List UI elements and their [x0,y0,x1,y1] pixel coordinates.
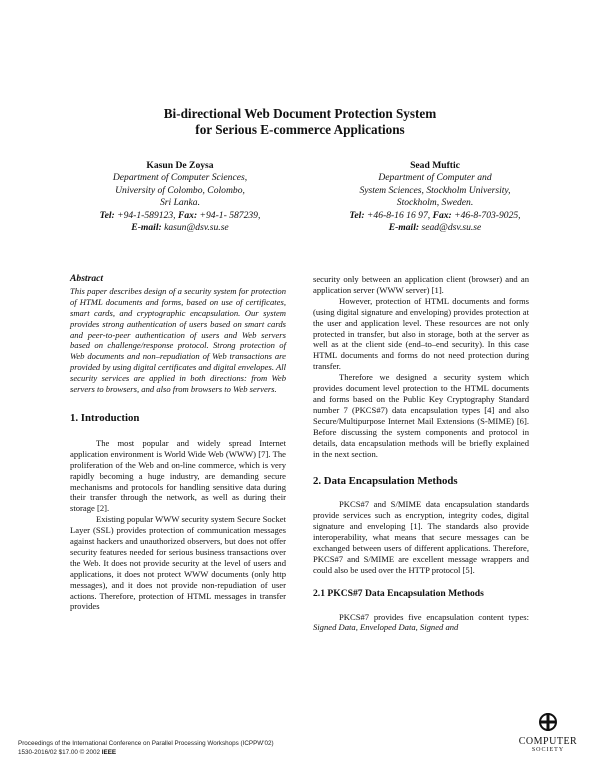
email-value: kasun@dsv.su.se [161,222,229,234]
author-email [305,222,565,234]
author-phone-fax [50,210,310,222]
title-line-1: Bi-directional Web Document Protection System [163,106,437,121]
email-label: E-mail: [388,222,420,234]
paragraph: The most popular and widely spread Internet application environment is World Wide Web (WWW) [7]. The proliferation of the Web and on-line commerce, which is very rapidly becoming a huge industry, are demanding secure mechanisms and protocols for handling sensitive data during their transfer through the network, as well as during their storage [2]. [70,437,286,514]
footer-proceedings: Proceedings of the International Conference on Parallel Processing Workshops (ICPPW'02) [18,740,274,747]
fax-value: +94-1- 587239, [197,209,261,221]
paper-title [0,106,600,138]
right-column [313,274,529,633]
page-footer [18,740,274,758]
paragraph: Therefore we designed a security system which provides document level protection to the HTML documents and forms based on the Public Key Cryptography Standard number 7 (PKCS#7) data encapsulation types [4] and also Secure/Multipurpose Internet Mail Extensions (S-MIME) [6]. Before discussing the system components and protocol in details, data encapsulation methods will be briefly explained in the next section. [313,372,529,459]
author-block-1 [50,160,310,234]
computer-society-emblem-icon [537,712,559,732]
footer-copyright [18,749,274,758]
author-phone-fax [305,210,565,222]
fax-value: +46-8-703-9025, [451,209,521,221]
author-name: Sead Muftic [410,160,460,171]
footer-issn: 1530-2016/02 $17.00 © 2002 [18,748,102,756]
email-value: sead@dsv.su.se [419,222,482,234]
abstract-heading: Abstract [70,273,104,284]
tel-label: Tel: [349,209,365,221]
fax-label: Fax: [177,209,198,221]
author-affiliation-line: System Sciences, Stockholm University, [359,184,511,196]
tel-value: +94-1-589123, [114,209,178,221]
author-block-2 [305,160,565,234]
content-types-italic: Signed Data, Enveloped Data, Signed and [313,622,459,633]
left-column [70,274,286,612]
paragraph [313,612,529,634]
logo-subtitle: SOCIETY [531,747,565,753]
tel-label: Tel: [99,209,115,221]
title-line-2: for Serious E-commerce Applications [195,122,405,137]
author-affiliation-line: University of Colombo, Colombo, [115,184,245,196]
computer-society-logo [514,712,582,762]
subsection-heading-pkcs7: 2.1 PKCS#7 Data Encapsulation Methods [313,587,484,599]
author-affiliation-line: Department of Computer Sciences, [112,172,248,184]
author-affiliation-line: Sri Lanka. [160,197,200,209]
author-name: Kasun De Zoysa [146,160,214,171]
abstract-text: This paper describes design of a security system for protection of HTML documents and forms, based on use of certificates, smart cards, and cryptographic encapsulation. Our system provides strong authentication of users based on smart cards and peer-to-peer authentication of users and Web servers based on challenge/response protocol. Strong protection of Web documents and non–repudiation of Web transactions are provided by using digital certificates and digital envelopes. All security services are applied in both directions: from Web servers to browsers, and also from browsers to Web servers. [70,285,287,395]
paragraph: PKCS#7 and S/MIME data encapsulation standards provide services such as encryption, integrity codes, digital signature and enveloping [1]. The standards also provide interoperability, what means that secure messages can be exchanged between users of different applications. Therefore, PKCS#7 and S/MIME are excellent message wrappers and could also be used over the HTTP protocol [5]. [313,499,529,575]
paragraph: security only between an application client (browser) and an application server (WWW server) [1]. [313,274,529,295]
section-heading-introduction: 1. Introduction [70,411,140,424]
tel-value: +46-8-16 16 97, [364,209,433,221]
paragraph: Existing popular WWW security system Secure Socket Layer (SSL) provides protection of communication messages against hackers and unauthorized observers, but does not offer security features needed for serious business transactions over the Web. It does not provide security at the level of users and applications, it does not protect WWW documents (only http messages), and it does not provide non-repudiation of user actions. Therefore, protection of HTML messages in transfer provides [70,514,286,612]
paragraph: However, protection of HTML documents and forms (using digital signature and enveloping) provides protection at the user and application level. These resources are not only protected in transfer, but also in storage, both at the server as well as at the client side (end–to–end security). In this case HTML documents and forms do not need protection during transfer. [313,295,529,372]
paragraph-text: PKCS#7 provides five encapsulation content types: [339,611,529,622]
author-email [50,222,310,234]
author-affiliation-line: Stockholm, Sweden. [396,197,474,209]
email-label: E-mail: [131,222,162,234]
logo-wordmark: COMPUTER [518,736,578,747]
section-heading-data-encapsulation: 2. Data Encapsulation Methods [313,475,458,488]
fax-label: Fax: [432,209,452,221]
author-affiliation-line: Department of Computer and [378,172,492,184]
footer-publisher: IEEE [101,748,117,756]
